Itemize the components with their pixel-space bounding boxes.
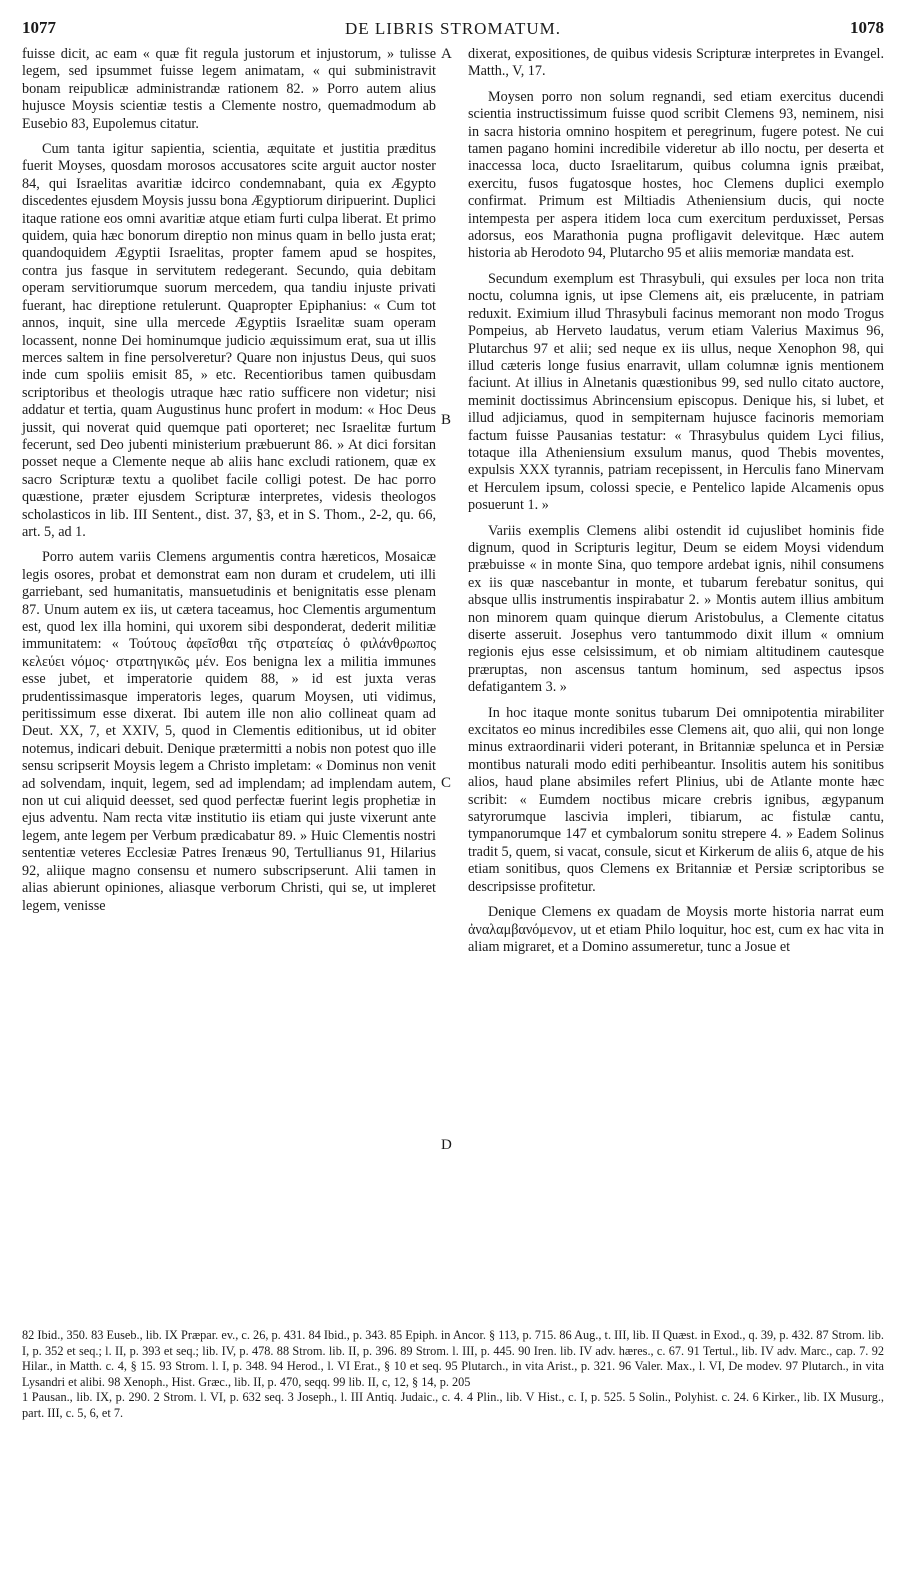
- page-number-left: 1077: [22, 18, 56, 37]
- right-paragraph-1: dixerat, expositiones, de quibus videsis Scripturæ interpretes in Evangel. Matth., V, 17.: [468, 46, 884, 80]
- left-column: [22, 46, 436, 923]
- footnotes: [22, 1328, 884, 1421]
- right-paragraph-4: Variis exemplis Clemens alibi ostendit id cujuslibet hominis fide dignum, quod in Scripturis legitur, Deum se eidem Moysi videndum præbuisse « in monte Sina, quo tempore ardebat ignis, nihil consumens ex iis quæ nascebantur in monte, et tubarum ferebatur sonitus, qui absque ullis instrumentis inspirabatur 2. » Montis autem illius ambitum non minorem quam quinque dierum Aristobulus, a Clemente citatus diserte asseruit. Josephus vero tantummodo dixit illum « omnium regionis ejus esse celsissimum, et ob nimiam altitudinem cautesque præruptas, non ascensus tantum hominum, sed aspectus ipsos defatigantem 3. »: [468, 522, 884, 696]
- page-number-right: 1078: [850, 18, 884, 37]
- margin-letter-c: C: [441, 775, 452, 791]
- margin-letter-d: D: [441, 1137, 452, 1153]
- footnote-block-2: 1 Pausan., lib. IX, p. 290. 2 Strom. l. VI, p. 632 seq. 3 Joseph., l. III Antiq. Judaic., c. 4. 4 Plin., lib. V Hist., c. I, p. 525. 5 Solin., Polyhist. c. 24. 6 Kirker., lib. IX Musurg., part. III, c. 5, 6, et 7.: [22, 1390, 884, 1420]
- left-paragraph-3: Porro autem variis Clemens argumentis contra hæreticos, Mosaicæ legis osores, probat et demonstrat eam non duram et crudelem, uti illi garriebant, sed humanitatis, mansuetudinis et benignitatis esse plenam 87. Unum autem ex iis, ut cætera taceamus, hoc Clementis argumentum est, quod lex illa homini, qui uxorem sibi desponderat, dederit militiæ immunitatem: « Τούτους ἀφεῖσθαι τῆς στρατείας ὁ φιλάνθρωπος κελεύει νόμος· στρατηγικῶς μέν. Eos benigna lex a militia immunes esse jubet, et imperatorie quidem 88, » id est juxta veras prudentissimasque imperatoris leges, quarum Moysen, uti vidimus, peritissimum esse dixerat. Ibi autem ille non alio collineat quam ad Deut. XX, 7, et XXIV, 5, quod in Clementis editionibus, ut id obiter notemus, indicari debuit. Denique prætermitti a nobis non potest quo ille sensu scripserit Moysis legem a Christo impletam: « Dominus non venit ad solvendam, inquit, legem, sed ad implendam; ad implendam autem, non ut cui aliquid deesset, sed quod perfectæ fuerint legis prophetiæ in ejus adventu. Nam recta vitæ institutio iis etiam qui juste vixerunt ante legem, ante legem per Verbum prædicabatur 89. » Huic Clementis nostri sententiæ veteres Ecclesiæ Patres Irenæus 90, Tertullianus 91, Hilarius 92, aliique magno consensu et numero subscripserunt. Alii tamen in alias abierunt opiniones, aliasque verborum Christi, qui se, ut impleret legem, venisse: [22, 549, 436, 914]
- right-paragraph-6: Denique Clemens ex quadam de Moysis morte historia narrat eum ἀναλαμβανόμενον, ut et etiam Philo loquitur, hoc est, cum ex hac vita in aliam migraret, et a Domino assumeretur, tunc a Josue et: [468, 904, 884, 955]
- margin-letter-a: A: [441, 46, 452, 62]
- left-paragraph-1: fuisse dicit, ac eam « quæ fit regula justorum et injustorum, » tulisse legem, sed ipsummet fuisse legem animatam, « qui subministravit bonam reipublicæ administrandæ rationem 82. » Porro autem alius hujusce Moysis scientiæ testis a Clemente nostro, quemadmodum ab Eusebio 83, Eupolemus citatur.: [22, 46, 436, 132]
- running-header: [22, 18, 884, 44]
- margin-letter-b: B: [441, 412, 452, 428]
- footnote-block-1: 82 Ibid., 350. 83 Euseb., lib. IX Præpar. ev., c. 26, p. 431. 84 Ibid., p. 343. 85 Epiph. in Ancor. § 113, p. 715. 86 Aug., t. III, lib. II Quæst. in Exod., q. 39, p. 432. 87 Strom. lib. I, p. 352 et seq.; l. II, p. 393 et seq.; lib. IV, p. 478. 88 Strom. lib. II, p. 396. 89 Strom. l. III, p. 445. 90 Iren. lib. IV adv. hæres., c. 67. 91 Tertul., lib. IV adv. Marc., cap. 7. 92 Hilar., in Matth. c. 4, § 15. 93 Strom. l. I, p. 348. 94 Herod., l. VI Erat., § 10 et seq. 95 Plutarch., in vita Arist., p. 321. 96 Valer. Max., l. VI, De modev. 97 Plutarch., in vita Lysandri et alibi. 98 Xenoph., Hist. Græc., lib. II, p. 470, seqq. 99 lib. II, c, 12, § 14, p. 205: [22, 1328, 884, 1389]
- right-paragraph-5: In hoc itaque monte sonitus tubarum Dei omnipotentia mirabiliter excitatos eo minus incredibiles esse Clemens ait, quo alii, qui non longe minus extraordinarii videri poterant, in Britanniæ spelunca et in Persiæ montibus naturali modo editi perhibeantur. Insolitis autem his sonitibus alios, haud plane absimiles refert Plinius, ubi de Atlante monte hæc scribit: « Eumdem noctibus micare crebris ignibus, ægypanum satyrorumque lascivia impleri, tibiarum, ac fistulæ cantu, tympanorumque 147 et cymbalorum sonitu strepere 4. » Eadem Solinus tradit 5, quem, si vacat, consule, sicut et Kirkerum de aliis 6, atque de his etiam sonitibus, quos Clemens ex Britanniæ et Persiæ scriptoribus se descripsisse profitetur.: [468, 704, 884, 895]
- running-title: DE LIBRIS STROMATUM.: [345, 19, 561, 38]
- right-paragraph-2: Moysen porro non solum regnandi, sed etiam exercitus ducendi scientia instructissimum fuisse quod scribit Clemens 93, neminem, nisi in sacra historia omnino hospitem et peregrinum, fugere potest. Ne cui tamen pagano homini incredibile videretur ab illo noctu, per deserta et inaccessa loca, ducto Israelitarum, quibus columna ignis præibat, exercitu, fusos fugatosque hostes, hoc Clemens duplici exemplo confirmat. Primum est Miltiadis Atheniensium ducis, qui nocte intempesta per aspera itidem loca cum exercitum perduxisset, Persas adorsus, eos Marathonia pugna profligavit delevitque. Hæc autem historia ab Herodoto 94, Plutarcho 95 et aliis memoriæ mandata est.: [468, 88, 884, 262]
- left-paragraph-2: Cum tanta igitur sapientia, scientia, æquitate et justitia præditus fuerit Moyses, quosdam morosos accusatores scite arguit auctor noster 84, qui Israelitas avaritiæ idcirco condemnabant, quia ex Ægypto discedentes ejusdem Moysis jussu bona Ægyptiorum diripuerint. Duplici itaque ratione eos omni avaritiæ atque etiam furti culpa liberat. Et primo quidem, quia hæc bonorum direptio non minus quam in bello justa erat; quandoquidem Ægyptii Israelitas, propter famem apud se hospites, contra jus fasque in servitutem redegerant. Secundo, quia debitam operam servitiorumque suorum mercedem, qua tandiu injuste privati fuerant, hac direptione retulerunt. Quapropter Epiphanius: « Cum tot annos, inquit, sine ulla mercede Ægyptiis Israelitæ suam operam locassent, nonne Dei hominumque judicio æquissimum erat, sua ut illis merces saltem in fine persolveretur? Quare non injustus Deus, qui suos inde cum spoliis emisit 85, » etc. Recentioribus tamen quibusdam scriptoribus et theologis utraque hæc ratio sufficere non videtur; nisi addatur et tertia, quam Augustinus hunc profert in modum: « Hoc Deus jussit, qui noverat quid quemque pati oporteret; nec Israelitæ furtum fecerunt, sed Deo jubenti ministerium præbuerunt 86. » At dici forsitan posset neque a Clemente neque ab aliis hanc excludi rationem, quæ ex sacro Scripturæ textu a quolibet facile colligi potest. De hac porro quæstione, præter ejusdem Scripturæ interpretes, videsis theologos scholasticos in lib. III Sentent., dist. 37, §3, et in S. Thom., 2-2, qu. 66, art. 5, ad 1.: [22, 141, 436, 540]
- right-column: [468, 46, 884, 964]
- right-paragraph-3: Secundum exemplum est Thrasybuli, qui exsules per loca non trita noctu, columna ignis, ut ipse Clemens ait, eis prælucente, in patriam reduxit. Eximium illud Thrasybuli facinus memorant non modo Trogus Pompeius, ab Herveto laudatus, verum etiam Valerius Maximus 96, Plutarchus 97 et alii; sed neque ex iis ullus, neque Xenophon 98, qui illud cæteris longe fusius enarravit, ullam columnæ ignis mentionem faciunt. At illius in Alnetanis quæstionibus 99, sed nullo citato auctore, meminit doctissimus Abrincensium episcopus. Denique his, si lubet, et illud adjiciamus, quod in sempiternam hujusce facinoris memoriam factum fuisse Pausanias testatur: « Thrasybulus quidem Lyci filius, totaque illa Atheniensium exsulum manus, quod Thebis moventes, expulsis XXX tyrannis, patriam recepissent, in Herculis fano Minervam et Herculem ipsum, colossi specie, e Pentelico lapide Alcamenis opus posuerunt 1. »: [468, 270, 884, 514]
